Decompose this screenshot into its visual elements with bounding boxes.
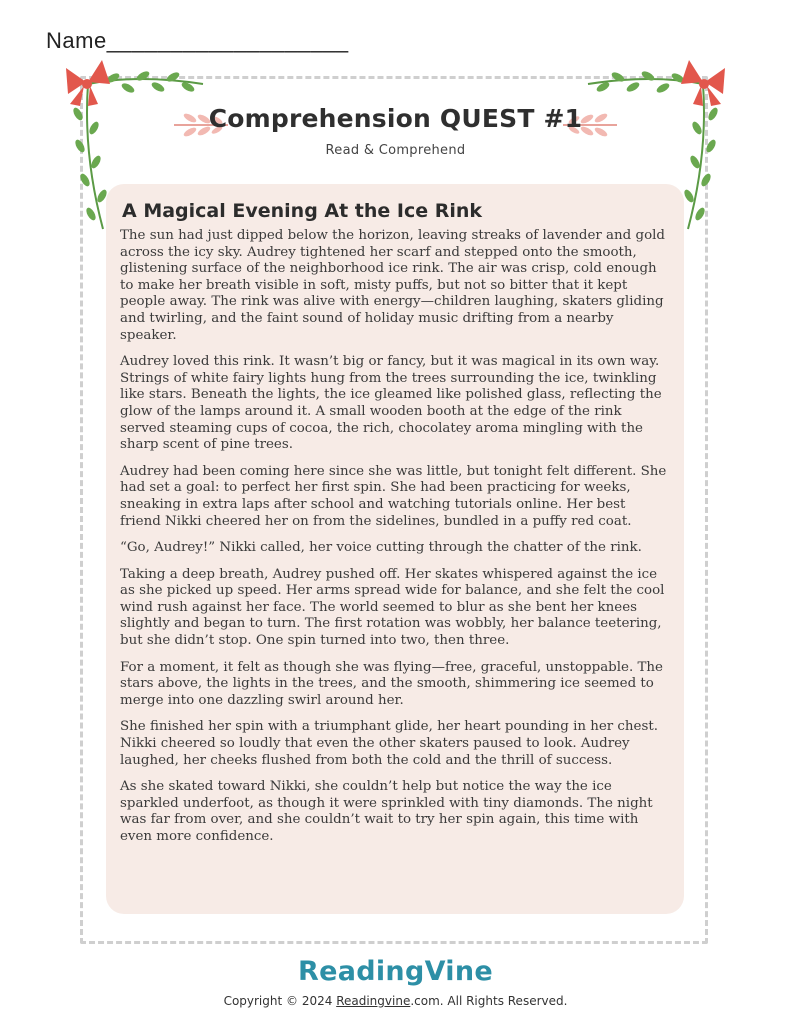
story-paragraph: The sun had just dipped below the horizon, leaving streaks of lavender and gold across the icy sky. Audrey tightened her scarf and stepped onto the smooth, glistening surface of the neighborhood ice rink. The air was crisp, cold enough to make her breath visible in soft, misty puffs, but not so bitter that it kept people away. The rink was alive with energy—children laughing, skaters gliding and twirling, and the faint sound of holiday music drifting from a nearby speaker. xyxy=(120,228,665,343)
story-paragraph: Audrey had been coming here since she was little, but tonight felt different. She had set a goal: to perfect her first spin. She had been practicing for weeks, sneaking in extra laps after school and watching tutorials online. Her best friend Nikki cheered her on from the sidelines, bundled in a puffy red coat. xyxy=(120,463,667,529)
story-paragraph: As she skated toward Nikki, she couldn’t help but notice the way the ice sparkled underfoot, as though it were sprinkled with tiny diamonds. The night was far from over, and she couldn’t wait to try her spin again, this time with even more confidence. xyxy=(120,779,653,844)
worksheet-subtitle: Read & Comprehend xyxy=(325,143,466,158)
name-field[interactable] xyxy=(46,28,349,54)
story-paragraph: “Go, Audrey!” Nikki called, her voice cutting through the chatter of the rink. xyxy=(120,540,642,556)
story-paragraph: Taking a deep breath, Audrey pushed off. Her skates whispered against the ice as she picked up speed. Her arms spread wide for balance, and she felt the cool wind rush against her face. The world seemed to blur as she bent her knees slightly and began to turn. The first rotation was wobbly, her balance teetering, but she didn’t stop. One spin turned into two, then three. xyxy=(120,566,665,649)
worksheet-title-wrap xyxy=(0,104,791,133)
copyright-suffix: .com. All Rights Reserved. xyxy=(410,994,568,1008)
name-label: Name xyxy=(46,28,107,53)
copyright-notice xyxy=(0,994,791,1008)
brand-logo: ReadingVine xyxy=(298,956,493,987)
story-card xyxy=(106,184,684,914)
copyright-link[interactable]: Readingvine xyxy=(336,994,411,1008)
story-paragraph: She finished her spin with a triumphant glide, her heart pounding in her chest. Nikki cheered so loudly that even the other skaters paused to look. Audrey laughed, her cheeks flushed from both the cold and the thrill of success. xyxy=(120,719,658,768)
story-paragraph: Audrey loved this rink. It wasn’t big or fancy, but it was magical in its own way. Strings of white fairy lights hung from the trees surrounding the ice, twinkling like stars. Beneath the lights, the ice gleamed like polished glass, reflecting the glow of the lamps around it. A small wooden booth at the edge of the rink served steaming cups of cocoa, the rich, chocolatey aroma mingling with the sharp scent of pine trees. xyxy=(120,354,662,453)
worksheet-title: Comprehension QUEST #1 xyxy=(208,104,583,133)
name-blank: ___________________ xyxy=(106,28,349,53)
story-paragraph: For a moment, it felt as though she was flying—free, graceful, unstoppable. The stars above, the lights in the trees, and the smooth, shimmering ice seemed to merge into one dazzling swirl around her. xyxy=(120,659,663,708)
copyright-prefix: Copyright © 2024 xyxy=(223,994,337,1008)
story-title: A Magical Evening At the Ice Rink xyxy=(122,200,483,222)
